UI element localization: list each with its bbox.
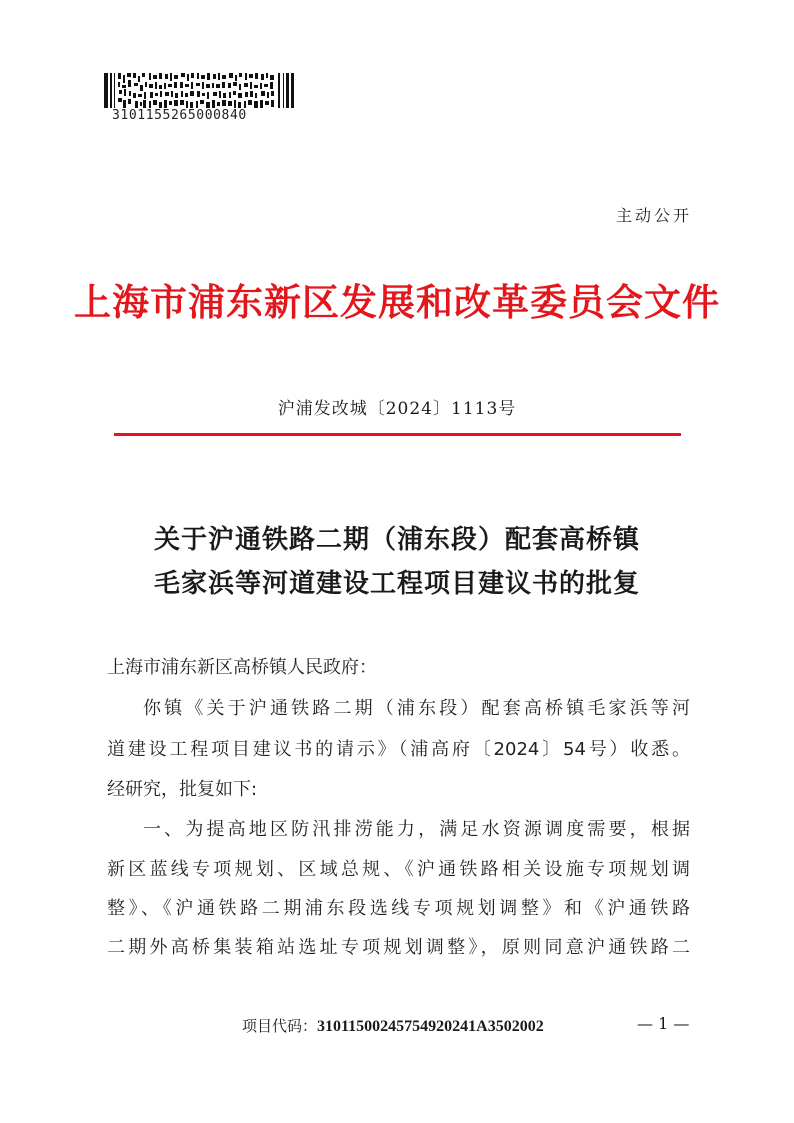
body-line: 道建设工程项目建议书的请示》（浦高府〔2024〕54号）收悉。	[107, 739, 690, 760]
project-code-label: 项目代码：	[242, 1017, 318, 1035]
body-line: 二期外高桥集装箱站选址专项规划调整》，原则同意沪通铁路二	[107, 937, 690, 958]
document-number: 沪浦发改城〔2024〕1113号	[277, 399, 517, 419]
red-divider-line	[114, 433, 681, 436]
body-line: 你镇《关于沪通铁路二期（浦东段）配套高桥镇毛家浜等河	[143, 698, 690, 719]
body-line: 新区蓝线专项规划、区域总规、《沪通铁路相关设施专项规划调	[107, 859, 690, 880]
issuer-heading: 上海市浦东新区发展和改革委员会文件	[74, 283, 720, 324]
page-number: — 1 —	[637, 1014, 690, 1033]
body-line: 整》、《沪通铁路二期浦东段选线专项规划调整》和《沪通铁路	[107, 898, 690, 919]
body-line: 一、为提高地区防汛排涝能力，满足水资源调度需要，根据	[143, 819, 690, 840]
document-title-line-2: 毛家浜等河道建设工程项目建议书的批复	[153, 569, 640, 598]
project-code-value: 31011500245754920241A3502002	[317, 1018, 544, 1035]
disclosure-label: 主动公开	[615, 206, 692, 225]
document-title-line-1: 关于沪通铁路二期（浦东段）配套高桥镇	[153, 525, 640, 554]
barcode-number: 3101155265000840	[112, 108, 247, 123]
addressee: 上海市浦东新区高桥镇人民政府：	[107, 657, 377, 678]
project-code	[242, 1015, 544, 1036]
body-line: 经研究，批复如下:	[107, 779, 258, 800]
document-barcode	[104, 73, 294, 108]
